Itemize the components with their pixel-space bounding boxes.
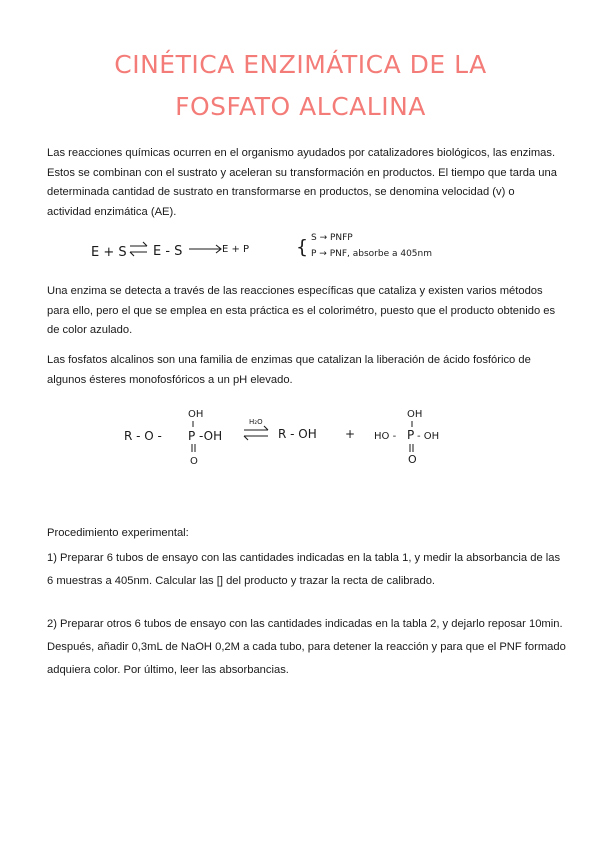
product2-suffix: - OH bbox=[417, 431, 440, 442]
reactant-phosphorus: P bbox=[188, 429, 196, 443]
reactant-oxygen: O bbox=[190, 456, 198, 467]
eq-products: E + P bbox=[222, 244, 250, 255]
product2-prefix: HO - bbox=[374, 431, 397, 442]
page-title-line-1: CINÉTICA ENZIMÁTICA DE LA bbox=[114, 50, 487, 79]
procedure-step-2: 2) Preparar otros 6 tubos de ensayo con las cantidades indicadas en la tabla 2, y dejarlo reposar 10min. Después, añadir 0,3mL de NaOH 0,2M a cada tubo, para detener la reacción y para que el PNF formado adquiera color. Por último, leer las absorbancias. bbox=[47, 618, 566, 676]
reactant-prefix: R - O - bbox=[124, 429, 162, 443]
product2-oxygen: O bbox=[408, 453, 417, 466]
brace-icon: { bbox=[296, 236, 309, 258]
enzyme-equation bbox=[85, 225, 485, 270]
eq-note-substrate: S → PNFP bbox=[311, 233, 353, 243]
equilibrium-arrow-icon bbox=[244, 426, 268, 440]
reactant-oh-right: -OH bbox=[199, 429, 223, 443]
product-alcohol: R - OH bbox=[278, 427, 317, 441]
procedure-step-1: 1) Preparar 6 tubos de ensayo con las cantidades indicadas en la tabla 1, y medir la absorbancia de las 6 muestras a 405nm. Calcular las [] del producto y trazar la recta de calibrado. bbox=[47, 552, 561, 587]
reactant-oh-top: OH bbox=[188, 409, 204, 420]
phosphatase-paragraph: Las fosfatos alcalinos son una familia de enzimas que catalizan la liberación de ácido fosfórico de algunos ésteres monofosfóricos a un pH elevado. bbox=[47, 354, 531, 386]
page-title-line-2: FOSFATO ALCALINA bbox=[175, 92, 426, 121]
catalyst-label: H₂O bbox=[249, 418, 263, 426]
hydrolysis-reaction bbox=[120, 398, 460, 473]
product2-phosphorus: P bbox=[407, 428, 415, 442]
intro-paragraph: Las reacciones químicas ocurren en el organismo ayudados por catalizadores biológicos, las enzimas. Estos se combinan con el sustrato y aceleran su transformación en productos. El tiempo que tarda una determinada cantidad de sustrato en transformarse en productos, se denomina velocidad (v) o actividad enzimática (AE). bbox=[47, 147, 557, 218]
plus-sign: + bbox=[345, 427, 356, 441]
eq-complex: E - S bbox=[153, 244, 183, 259]
forward-arrow-icon bbox=[189, 245, 221, 253]
product2-oh-top: OH bbox=[407, 409, 423, 420]
eq-enzyme-substrate: E + S bbox=[91, 245, 127, 260]
detection-paragraph: Una enzima se detecta a través de las reacciones específicas que cataliza y existen varios métodos para ello, pero el que se emplea en esta práctica es el colorimétro, puesto que el producto obtenido es de color azulado. bbox=[47, 285, 556, 336]
procedure-heading: Procedimiento experimental: bbox=[47, 527, 189, 539]
equilibrium-arrow-icon bbox=[130, 242, 147, 256]
eq-note-product: P → PNF, absorbe a 405nm bbox=[311, 249, 433, 259]
